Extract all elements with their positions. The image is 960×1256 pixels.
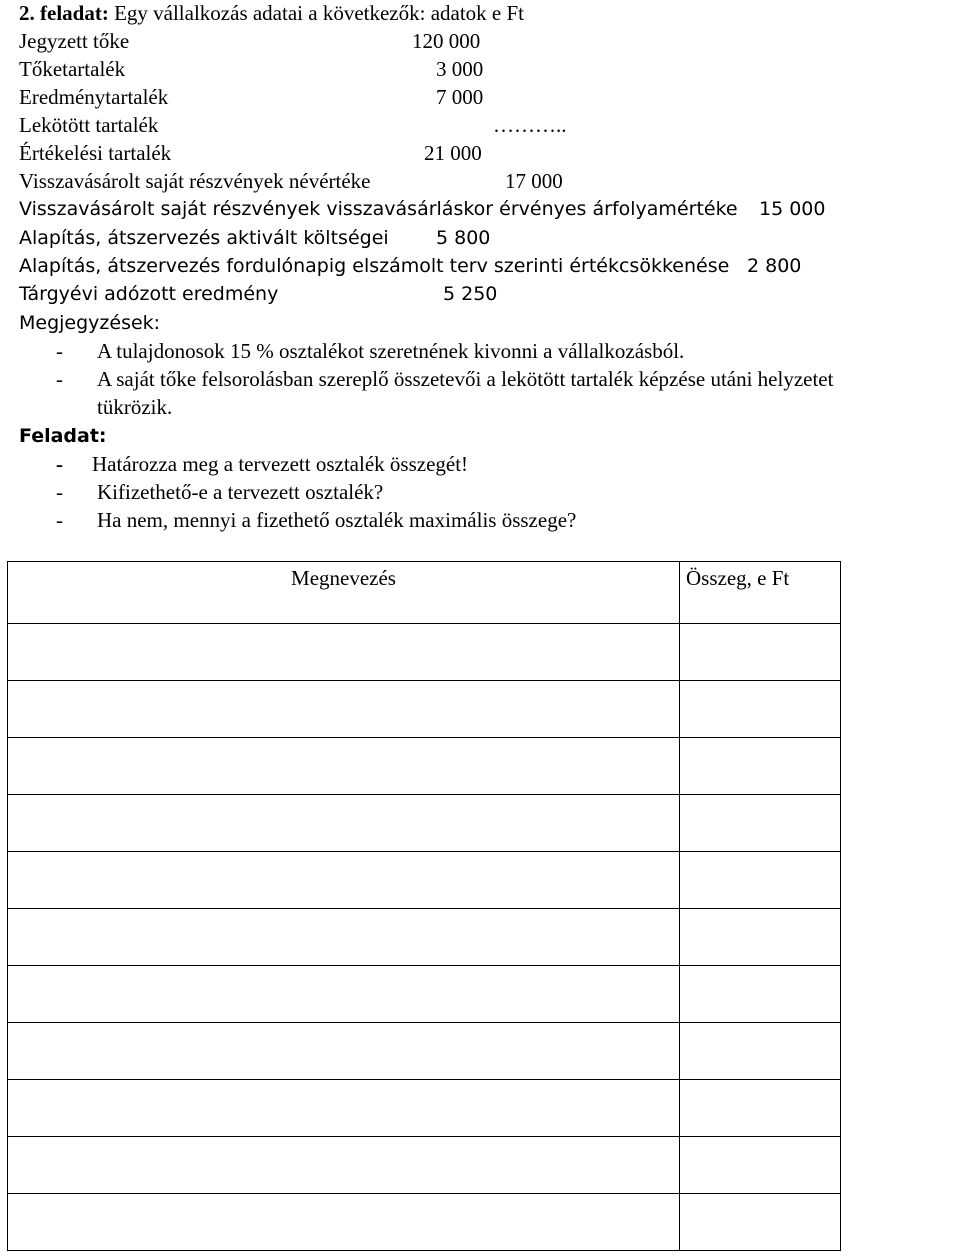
table-cell-name[interactable] xyxy=(8,624,680,681)
task-intro: Egy vállalkozás adatai a következők: adatok e Ft xyxy=(108,1,525,25)
data-value: 2 800 xyxy=(747,255,802,277)
table-cell-name[interactable] xyxy=(8,966,680,1023)
bullet-dash: - xyxy=(56,452,63,476)
table-cell-amount[interactable] xyxy=(680,624,841,681)
table-cell-name[interactable] xyxy=(8,681,680,738)
task-heading-line xyxy=(19,1,524,25)
table-row xyxy=(8,795,841,852)
note-item: A saját tőke felsorolásban szereplő összetevői a lekötött tartalék képzése utáni helyzetet xyxy=(97,367,834,391)
table-cell-name[interactable] xyxy=(8,1080,680,1137)
table-cell-name[interactable] xyxy=(8,852,680,909)
note-item: tükrözik. xyxy=(97,395,173,419)
data-label: Lekötött tartalék xyxy=(19,113,159,137)
table-cell-name[interactable] xyxy=(8,795,680,852)
data-value: 7 000 xyxy=(436,85,484,109)
data-value: 15 000 xyxy=(759,198,826,220)
bullet-dash: - xyxy=(56,367,63,391)
table-cell-amount[interactable] xyxy=(680,681,841,738)
table-row xyxy=(8,1080,841,1137)
data-label: Visszavásárolt saját részvények névértéke xyxy=(19,169,371,193)
data-value: 3 000 xyxy=(436,57,484,81)
data-label: Alapítás, átszervezés aktivált költségei xyxy=(19,227,389,249)
bullet-dash: - xyxy=(56,508,63,532)
table-row xyxy=(8,624,841,681)
table-row xyxy=(8,966,841,1023)
table-row xyxy=(8,1023,841,1080)
data-value: 120 000 xyxy=(412,29,481,53)
data-value: 5 800 xyxy=(436,227,491,249)
table-row xyxy=(8,852,841,909)
table-header-row xyxy=(8,562,841,624)
data-label: Tárgyévi adózott eredmény xyxy=(19,283,279,305)
table-row xyxy=(8,738,841,795)
assignment-item: Ha nem, mennyi a fizethető osztalék maximális összege? xyxy=(97,508,577,532)
data-label: Tőketartalék xyxy=(19,57,126,81)
data-label: Jegyzett tőke xyxy=(19,29,130,53)
data-label: Visszavásárolt saját részvények visszavásárláskor érvényes árfolyamértéke xyxy=(19,198,738,220)
table-cell-amount[interactable] xyxy=(680,909,841,966)
table-cell-amount[interactable] xyxy=(680,738,841,795)
column-header-name: Megnevezés xyxy=(8,562,680,624)
table-cell-name[interactable] xyxy=(8,1023,680,1080)
table-row xyxy=(8,1194,841,1251)
task-number: 2. feladat: xyxy=(19,1,109,25)
table-cell-amount[interactable] xyxy=(680,795,841,852)
table-cell-name[interactable] xyxy=(8,909,680,966)
data-value: 21 000 xyxy=(424,141,482,165)
assignment-item: Határozza meg a tervezett osztalék összegét! xyxy=(92,452,469,476)
table-cell-name[interactable] xyxy=(8,738,680,795)
table-cell-amount[interactable] xyxy=(680,852,841,909)
data-label: Eredménytartalék xyxy=(19,85,169,109)
assignment-heading: Feladat: xyxy=(19,425,107,447)
data-label: Alapítás, átszervezés fordulónapig elszámolt terv szerinti értékcsökkenése xyxy=(19,255,730,277)
bullet-dash: - xyxy=(56,480,63,504)
bullet-dash: - xyxy=(56,339,63,363)
table-cell-amount[interactable] xyxy=(680,1194,841,1251)
table-cell-amount[interactable] xyxy=(680,1080,841,1137)
table-cell-amount[interactable] xyxy=(680,1137,841,1194)
notes-heading: Megjegyzések: xyxy=(19,312,161,334)
table-cell-name[interactable] xyxy=(8,1137,680,1194)
data-value: 5 250 xyxy=(443,283,498,305)
assignment-item: Kifizethető-e a tervezett osztalék? xyxy=(97,480,384,504)
table-cell-amount[interactable] xyxy=(680,1023,841,1080)
table-row xyxy=(8,681,841,738)
table-row xyxy=(8,909,841,966)
table-cell-name[interactable] xyxy=(8,1194,680,1251)
table-cell-amount[interactable] xyxy=(680,966,841,1023)
table-row xyxy=(8,1137,841,1194)
data-label: Értékelési tartalék xyxy=(19,141,172,165)
column-header-amount: Összeg, e Ft xyxy=(680,562,841,624)
data-value: 17 000 xyxy=(505,169,563,193)
answer-table xyxy=(7,561,841,1251)
data-value: ……….. xyxy=(493,113,567,137)
note-item: A tulajdonosok 15 % osztalékot szeretnének kivonni a vállalkozásból. xyxy=(97,339,685,363)
